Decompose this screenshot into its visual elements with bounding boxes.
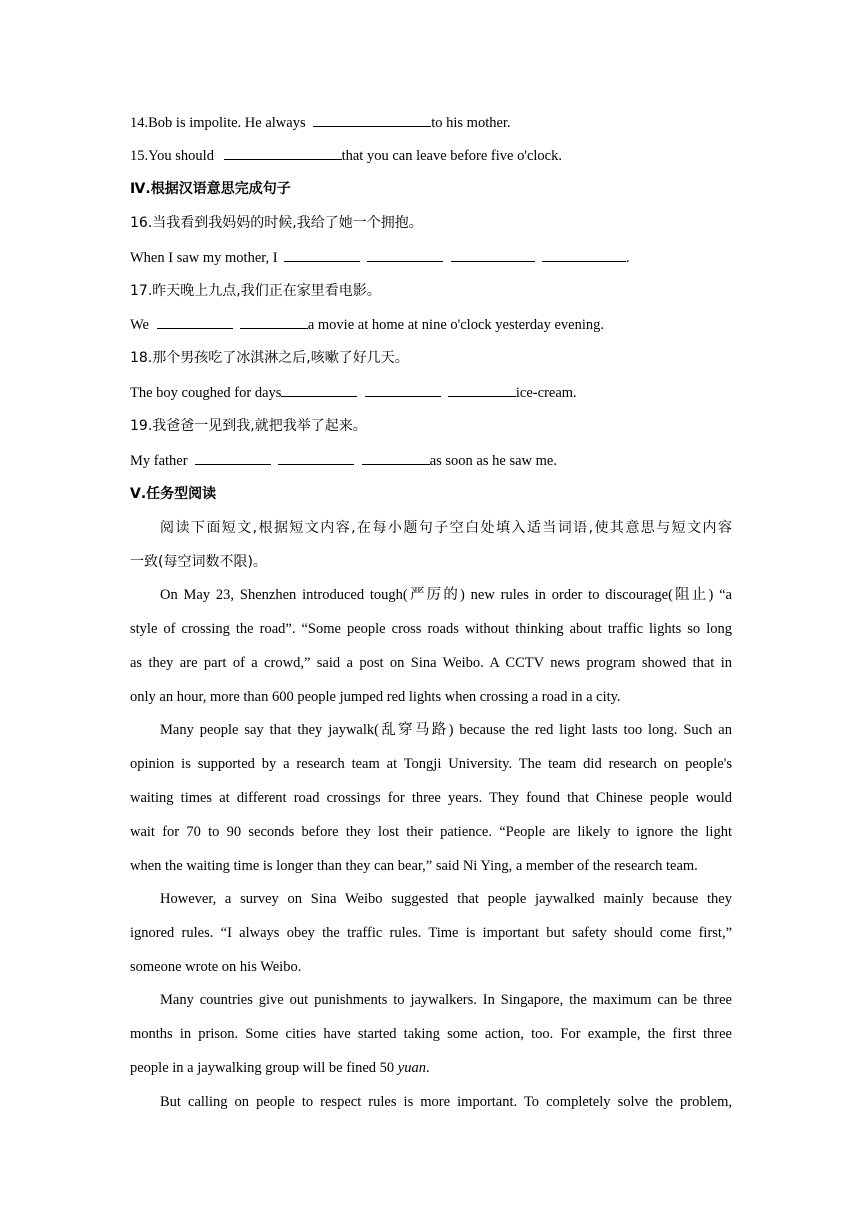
passage-line: months in prison. Some cities have started taking some action, too. For example, the first three [130,1026,732,1042]
answer-blank[interactable] [224,145,342,160]
question-18-tail: ice-cream. [515,385,577,401]
question-14 [130,112,732,133]
answer-blank[interactable] [313,112,431,127]
answer-blank[interactable] [284,247,360,262]
passage-line: However, a survey on Sina Weibo suggested that people jaywalked mainly because they [160,891,732,907]
question-19-text: My father [130,453,192,469]
passage-line: ignored rules. “I always obey the traffic rules. Time is important but safety should come first,” [130,925,732,941]
passage-line: wait for 70 to 90 seconds before they lost their patience. “People are likely to ignore the light [130,824,732,840]
passage-line [130,1058,732,1078]
passage-line: someone wrote on his Weibo. [130,959,302,975]
question-15-tail: that you can leave before five o'clock. [341,148,562,164]
question-14-tail: to his mother. [431,115,511,131]
instruction-line: 阅读下面短文,根据短文内容,在每小题句子空白处填入适当词语,使其意思与短文内容 [160,520,732,536]
question-18 [130,382,732,403]
answer-blank[interactable] [448,382,516,397]
question-17-chinese: 17.昨天晚上九点,我们正在家里看电影。 [130,283,381,299]
passage-line: style of crossing the road”. “Some people cross roads without thinking about traffic lights so long [130,621,732,637]
question-18-chinese: 18.那个男孩吃了冰淇淋之后,咳嗽了好几天。 [130,350,409,366]
answer-blank[interactable] [278,450,354,465]
passage-line: Many people say that they jaywalk(乱穿马路) because the red light lasts too long. Such an [160,722,732,738]
italic-word: yuan [397,1060,426,1076]
question-14-text: 14.Bob is impolite. He always [130,115,310,131]
question-16-tail: . [625,250,630,266]
question-17 [130,314,732,335]
passage-line: only an hour, more than 600 people jumped red lights when crossing a road in a city. [130,689,621,705]
answer-blank[interactable] [281,382,357,397]
passage-line: Many countries give out punishments to jaywalkers. In Singapore, the maximum can be three [160,992,732,1008]
passage-line: opinion is supported by a research team at Tongji University. The team did research on people's [130,756,732,772]
passage-line: But calling on people to respect rules is more important. To completely solve the problem, [160,1094,732,1110]
section-4-title: Ⅳ.根据汉语意思完成句子 [130,181,291,197]
passage-line: On May 23, Shenzhen introduced tough(严厉的) new rules in order to discourage(阻止) “a [160,587,732,603]
instruction-line: 一致(每空词数不限)。 [130,554,267,570]
answer-blank[interactable] [240,314,308,329]
passage-text: . [425,1060,430,1076]
passage-line: when the waiting time is longer than they can bear,” said Ni Ying, a member of the research team. [130,858,698,874]
question-18-text: The boy coughed for days [130,385,282,401]
answer-blank[interactable] [195,450,271,465]
question-16 [130,247,732,268]
passage-line: waiting times at different road crossings for three years. They found that Chinese people would [130,790,732,806]
answer-blank[interactable] [157,314,233,329]
question-16-chinese: 16.当我看到我妈妈的时候,我给了她一个拥抱。 [130,215,423,231]
passage-text: people in a jaywalking group will be fined 50 [130,1060,398,1076]
question-19-chinese: 19.我爸爸一见到我,就把我举了起来。 [130,418,367,434]
answer-blank[interactable] [542,247,626,262]
question-15-text: 15.You should [130,148,218,164]
answer-blank[interactable] [451,247,535,262]
answer-blank[interactable] [365,382,441,397]
section-5-title: Ⅴ.任务型阅读 [130,486,217,502]
answer-blank[interactable] [362,450,430,465]
passage-line: as they are part of a crowd,” said a post on Sina Weibo. A CCTV news program showed that in [130,655,732,671]
question-17-text: We [130,317,153,333]
question-19 [130,450,732,471]
answer-blank[interactable] [367,247,443,262]
question-16-text: When I saw my mother, I [130,250,282,266]
question-17-tail: a movie at home at nine o'clock yesterday evening. [307,317,604,333]
question-19-tail: as soon as he saw me. [429,453,557,469]
question-15 [130,145,732,166]
